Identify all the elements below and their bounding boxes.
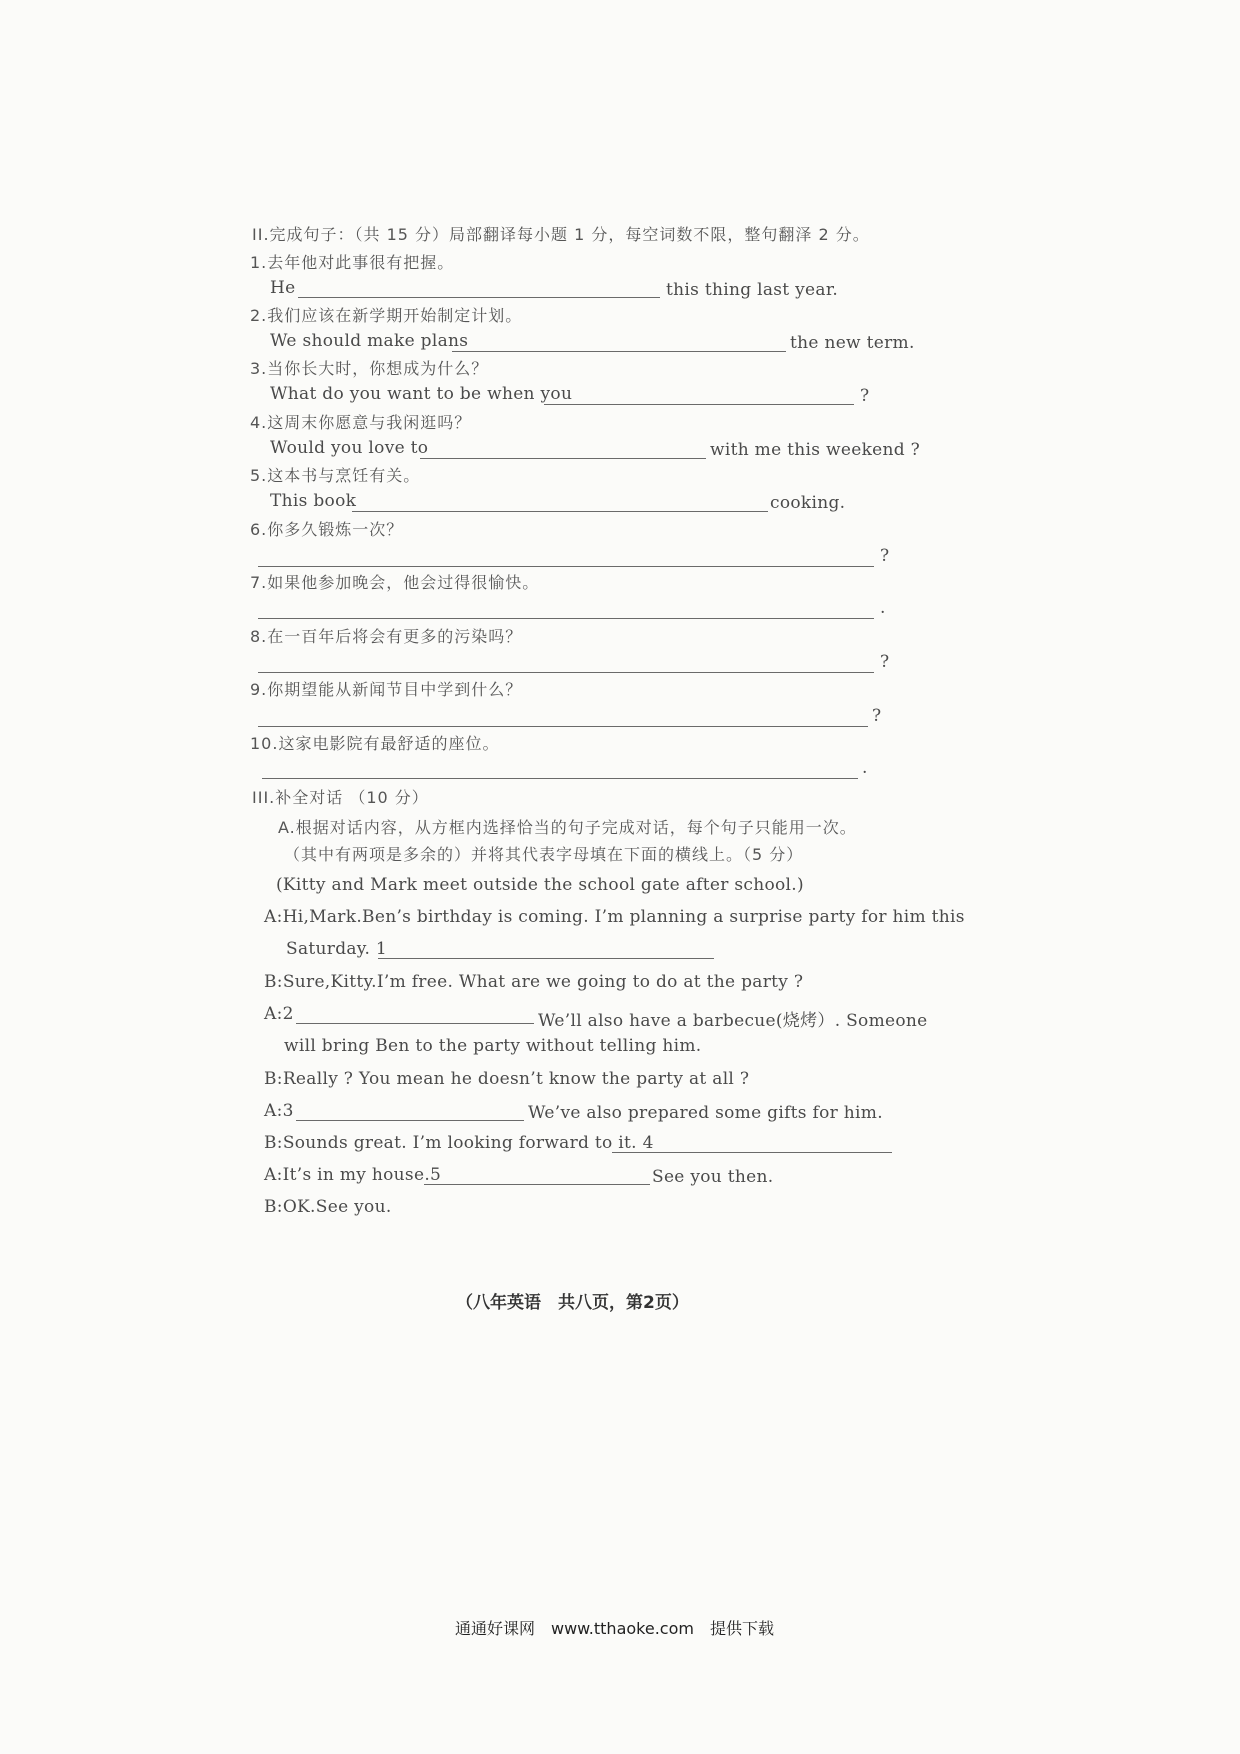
dialogue-line-6a: B:Sounds great. I’m looking forward to it. 4 [264,1133,654,1153]
item2-answer-blank[interactable] [452,351,786,352]
item2-suffix: the new term. [790,333,915,353]
item6-end-punct: ? [880,546,890,566]
dialogue-line-1b: Saturday. 1 [286,939,387,959]
item5-prefix: This book [270,491,357,511]
item9-answer-blank[interactable] [258,726,868,727]
download-credit: 通通好课网 www.tthaoke.com 提供下载 [455,1619,774,1638]
item8-end-punct: ? [880,652,890,672]
item3-suffix: ? [860,386,870,406]
dialogue-blank-4[interactable] [612,1152,892,1153]
item3-prefix: What do you want to be when you [270,384,573,404]
item10-end-punct: . [862,758,868,778]
section3-heading: III.补全对话 （10 分） [252,788,429,807]
item1-prefix: He [270,278,296,298]
dialogue-line-3c: will bring Ben to the party without telling him. [284,1036,702,1056]
item6-chinese: 6.你多久锻炼一次？ [250,520,404,539]
dialogue-blank-3[interactable] [296,1120,524,1121]
item7-chinese: 7.如果他参加晚会，他会过得很愉快。 [250,573,540,592]
item6-answer-blank[interactable] [258,566,874,567]
section3-instruction-a2: （其中有两项是多余的）并将其代表字母填在下面的横线上。（5 分） [284,845,804,864]
dialogue-line-7a: A:It’s in my house.5 [264,1165,442,1185]
item5-answer-blank[interactable] [352,511,768,512]
dialogue-blank-5[interactable] [424,1184,650,1185]
dialogue-line-7b: See you then. [652,1167,774,1187]
dialogue-line-5b: We’ve also prepared some gifts for him. [528,1103,883,1123]
item4-suffix: with me this weekend ? [710,440,921,460]
item4-chinese: 4.这周末你愿意与我闲逛吗？ [250,413,472,432]
dialogue-line-8: B:OK.See you. [264,1197,392,1217]
dialogue-line-3b: We’ll also have a barbecue(烧烤）. Someone [538,1011,928,1031]
item3-answer-blank[interactable] [544,404,854,405]
item7-end-punct: . [880,598,886,618]
item1-suffix: this thing last year. [666,280,839,300]
item2-prefix: We should make plans [270,331,469,351]
item1-chinese: 1.去年他对此事很有把握。 [250,253,455,272]
dialogue-line-4: B:Really ? You mean he doesn’t know the party at all ? [264,1069,750,1089]
dialogue-line-3a: A:2 [264,1004,294,1024]
section2-heading: II.完成句子：（共 15 分）局部翻译每小题 1 分，每空词数不限，整句翻泽 2 分。 [252,225,870,244]
item9-end-punct: ? [872,706,882,726]
dialogue-scene: (Kitty and Mark meet outside the school gate after school.) [276,875,804,895]
dialogue-blank-1[interactable] [378,958,714,959]
item3-chinese: 3.当你长大时，你想成为什么？ [250,359,489,378]
item1-answer-blank[interactable] [298,297,660,298]
item5-suffix: cooking. [770,493,846,513]
item7-answer-blank[interactable] [258,618,874,619]
item8-answer-blank[interactable] [258,672,874,673]
item10-chinese: 10.这家电影院有最舒适的座位。 [250,734,500,753]
item4-answer-blank[interactable] [420,458,706,459]
page-footer: （八年英语 共八页，第2页） [456,1293,689,1313]
dialogue-line-2: B:Sure,Kitty.I’m free. What are we going to do at the party ? [264,972,804,992]
item9-chinese: 9.你期望能从新闻节目中学到什么？ [250,680,523,699]
item8-chinese: 8.在一百年后将会有更多的污染吗？ [250,627,523,646]
item5-chinese: 5.这本书与烹饪有关。 [250,466,421,485]
section3-instruction-a1: A.根据对话内容，从方框内选择恰当的句子完成对话，每个句子只能用一次。 [278,818,857,837]
dialogue-blank-2[interactable] [296,1023,534,1024]
dialogue-line-1a: A:Hi,Mark.Ben’s birthday is coming. I’m planning a surprise party for him this [264,907,965,927]
item10-answer-blank[interactable] [262,778,858,779]
dialogue-line-5a: A:3 [264,1101,294,1121]
item4-prefix: Would you love to [270,438,429,458]
item2-chinese: 2.我们应该在新学期开始制定计划。 [250,306,523,325]
